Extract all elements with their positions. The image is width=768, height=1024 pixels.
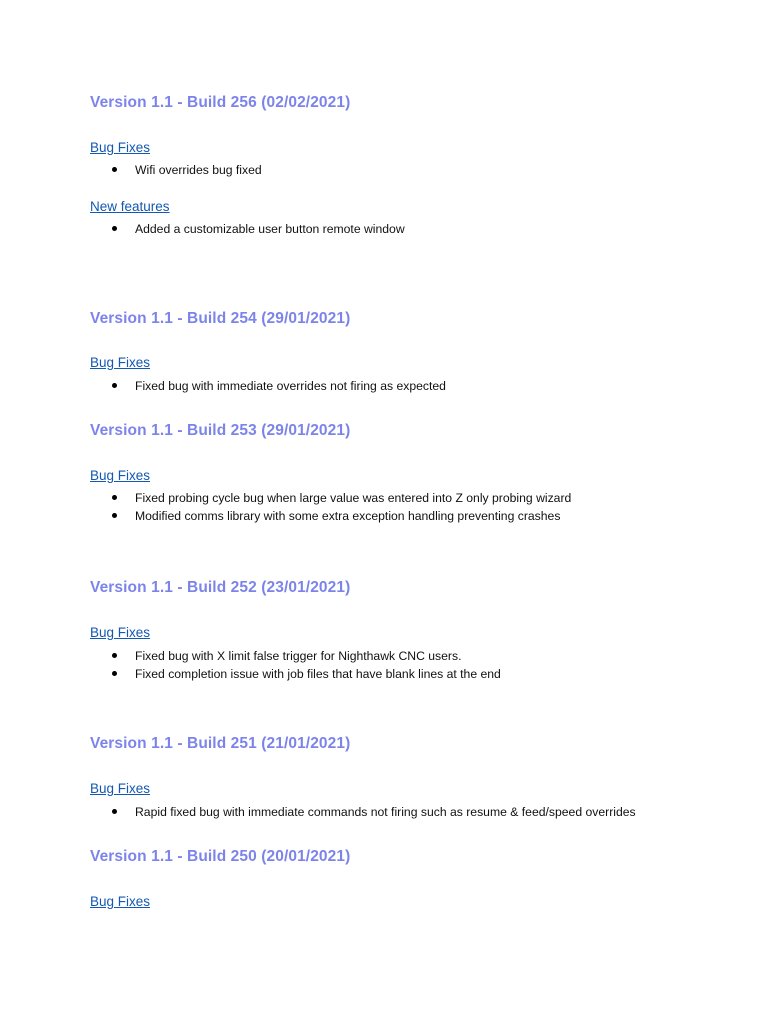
bug-fixes-link-build-251[interactable]: Bug Fixes [90, 781, 151, 796]
list-item-text: Wifi overrides bug fixed [135, 163, 262, 177]
bug-fixes-link-build-252[interactable]: Bug Fixes [90, 625, 151, 640]
bullet-icon [112, 226, 117, 231]
list-item [112, 647, 501, 665]
bug-fixes-list-build-256 [112, 161, 262, 179]
bullet-icon [112, 495, 117, 500]
bug-fixes-link-build-254[interactable]: Bug Fixes [90, 355, 151, 370]
list-item-text: Modified comms library with some extra exception handling preventing crashes [135, 509, 561, 523]
list-item-text: Fixed probing cycle bug when large value was entered into Z only probing wizard [135, 491, 572, 505]
bullet-icon [112, 513, 117, 518]
bug-fixes-list-build-251 [112, 803, 636, 821]
list-item-text: Added a customizable user button remote window [135, 222, 405, 236]
list-item [112, 489, 571, 507]
list-item-text: Fixed completion issue with job files that have blank lines at the end [135, 667, 501, 681]
bug-fixes-list-build-253 [112, 489, 571, 525]
list-item-text: Fixed bug with immediate overrides not firing as expected [135, 379, 446, 393]
list-item-text: Fixed bug with X limit false trigger for Nighthawk CNC users. [135, 649, 462, 663]
bug-fixes-link-build-250[interactable]: Bug Fixes [90, 894, 151, 909]
new-features-link-build-256[interactable]: New features [90, 199, 170, 214]
list-item [112, 507, 571, 525]
release-heading-build-252: Version 1.1 - Build 252 (23/01/2021) [90, 579, 351, 596]
list-item [112, 665, 501, 683]
list-item [112, 377, 446, 395]
bullet-icon [112, 671, 117, 676]
list-item [112, 803, 636, 821]
bullet-icon [112, 809, 117, 814]
new-features-list-build-256 [112, 220, 405, 238]
bullet-icon [112, 383, 117, 388]
bullet-icon [112, 653, 117, 658]
list-item [112, 220, 405, 238]
bug-fixes-list-build-252 [112, 647, 501, 683]
bug-fixes-list-build-254 [112, 377, 446, 395]
release-heading-build-250: Version 1.1 - Build 250 (20/01/2021) [90, 848, 351, 865]
list-item [112, 161, 262, 179]
release-heading-build-256: Version 1.1 - Build 256 (02/02/2021) [90, 94, 351, 111]
list-item-text: Rapid fixed bug with immediate commands not firing such as resume & feed/speed overrides [135, 805, 636, 819]
release-heading-build-254: Version 1.1 - Build 254 (29/01/2021) [90, 310, 351, 327]
release-heading-build-253: Version 1.1 - Build 253 (29/01/2021) [90, 422, 351, 439]
bullet-icon [112, 167, 117, 172]
release-heading-build-251: Version 1.1 - Build 251 (21/01/2021) [90, 735, 351, 752]
bug-fixes-link-build-253[interactable]: Bug Fixes [90, 468, 151, 483]
bug-fixes-link-build-256[interactable]: Bug Fixes [90, 140, 151, 155]
